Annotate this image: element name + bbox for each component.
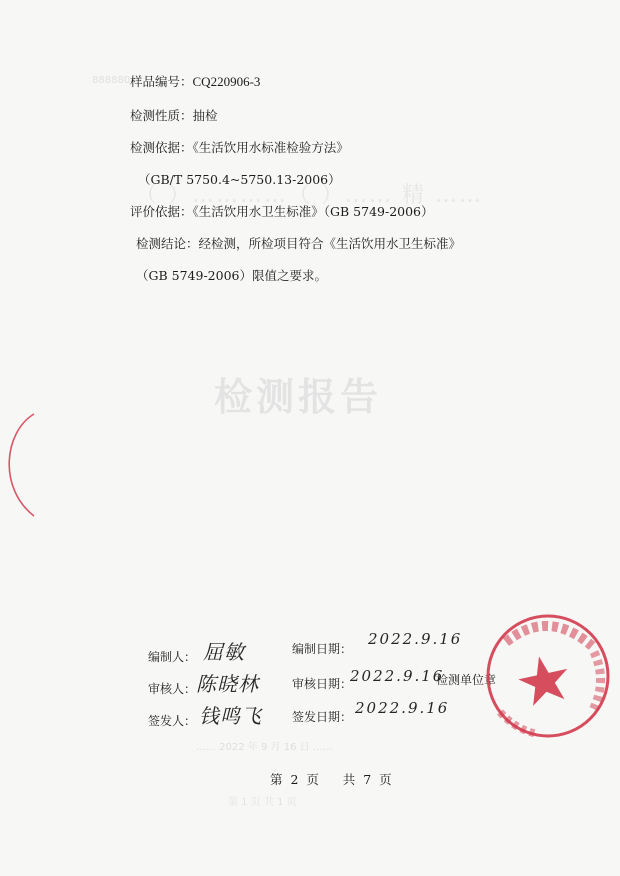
sample-number-value: CQ220906-3 — [192, 74, 261, 89]
testing-unit-seal-label: 检测单位章 — [436, 673, 497, 687]
approver-signature: 钱鸣飞 — [199, 704, 262, 728]
inspection-basis-label: 检测依据： — [130, 140, 193, 155]
reviewer-signature: 陈晓林 — [196, 672, 259, 696]
footer-di: 第 — [270, 772, 283, 787]
inspection-nature-label: 检测性质： — [130, 108, 193, 123]
compile-date-value: 2022.9.16 — [368, 630, 463, 648]
conclusion-continuation: （GB 5749-2006）限值之要求。 — [136, 268, 327, 283]
review-date-value: 2022.9.16 — [350, 667, 445, 685]
conclusion-label: 检测结论： — [136, 236, 199, 251]
sample-number-row — [130, 72, 260, 90]
inspection-basis-continuation: （GB/T 5750.4~5750.13-2006） — [138, 172, 341, 187]
compiler-label: 编制人： — [148, 650, 197, 664]
compile-date-label: 编制日期： — [292, 642, 353, 656]
approve-date-label: 签发日期： — [292, 710, 353, 724]
sample-number-label: 样品编号： — [130, 74, 193, 89]
total-pages: 7 — [363, 772, 372, 787]
footer-ye: 页 — [306, 772, 319, 787]
footer-ye-2: 页 — [379, 772, 392, 787]
page-footer — [270, 770, 392, 788]
evaluation-basis-value: 《生活饮用水卫生标准》（GB 5749-2006） — [192, 204, 434, 219]
approver-label: 签发人： — [148, 714, 197, 728]
show-through-text: 888880 — [92, 75, 131, 86]
show-through-text: （ ）…………（ ）…… 精 …… — [135, 183, 483, 208]
inspection-basis-row — [130, 138, 349, 156]
reviewer-label: 审核人： — [148, 682, 197, 696]
footer-gong: 共 — [342, 772, 356, 787]
official-seal — [476, 612, 620, 744]
partial-seal-arc — [0, 410, 40, 520]
page-number: 2 — [290, 772, 299, 787]
evaluation-basis-label: 评价依据： — [130, 204, 193, 219]
conclusion-row — [136, 234, 461, 252]
approve-date-value: 2022.9.16 — [355, 699, 450, 717]
inspection-nature-row — [130, 106, 218, 124]
review-date-label: 审核日期： — [292, 677, 353, 691]
conclusion-value: 经检测，所检项目符合《生活饮用水卫生标准》 — [198, 236, 462, 251]
compiler-signature: 屈敏 — [203, 640, 245, 664]
show-through-text: 第 1 页 共 1 页 — [228, 797, 297, 808]
inspection-nature-value: 抽检 — [192, 108, 218, 123]
watermark-title: 检测报告 — [214, 375, 383, 419]
inspection-basis-value: 《生活饮用水标准检验方法》 — [192, 140, 349, 155]
show-through-text: …… 2022 年 9 月 16 日 …… — [196, 742, 333, 753]
evaluation-basis-row — [130, 202, 434, 220]
